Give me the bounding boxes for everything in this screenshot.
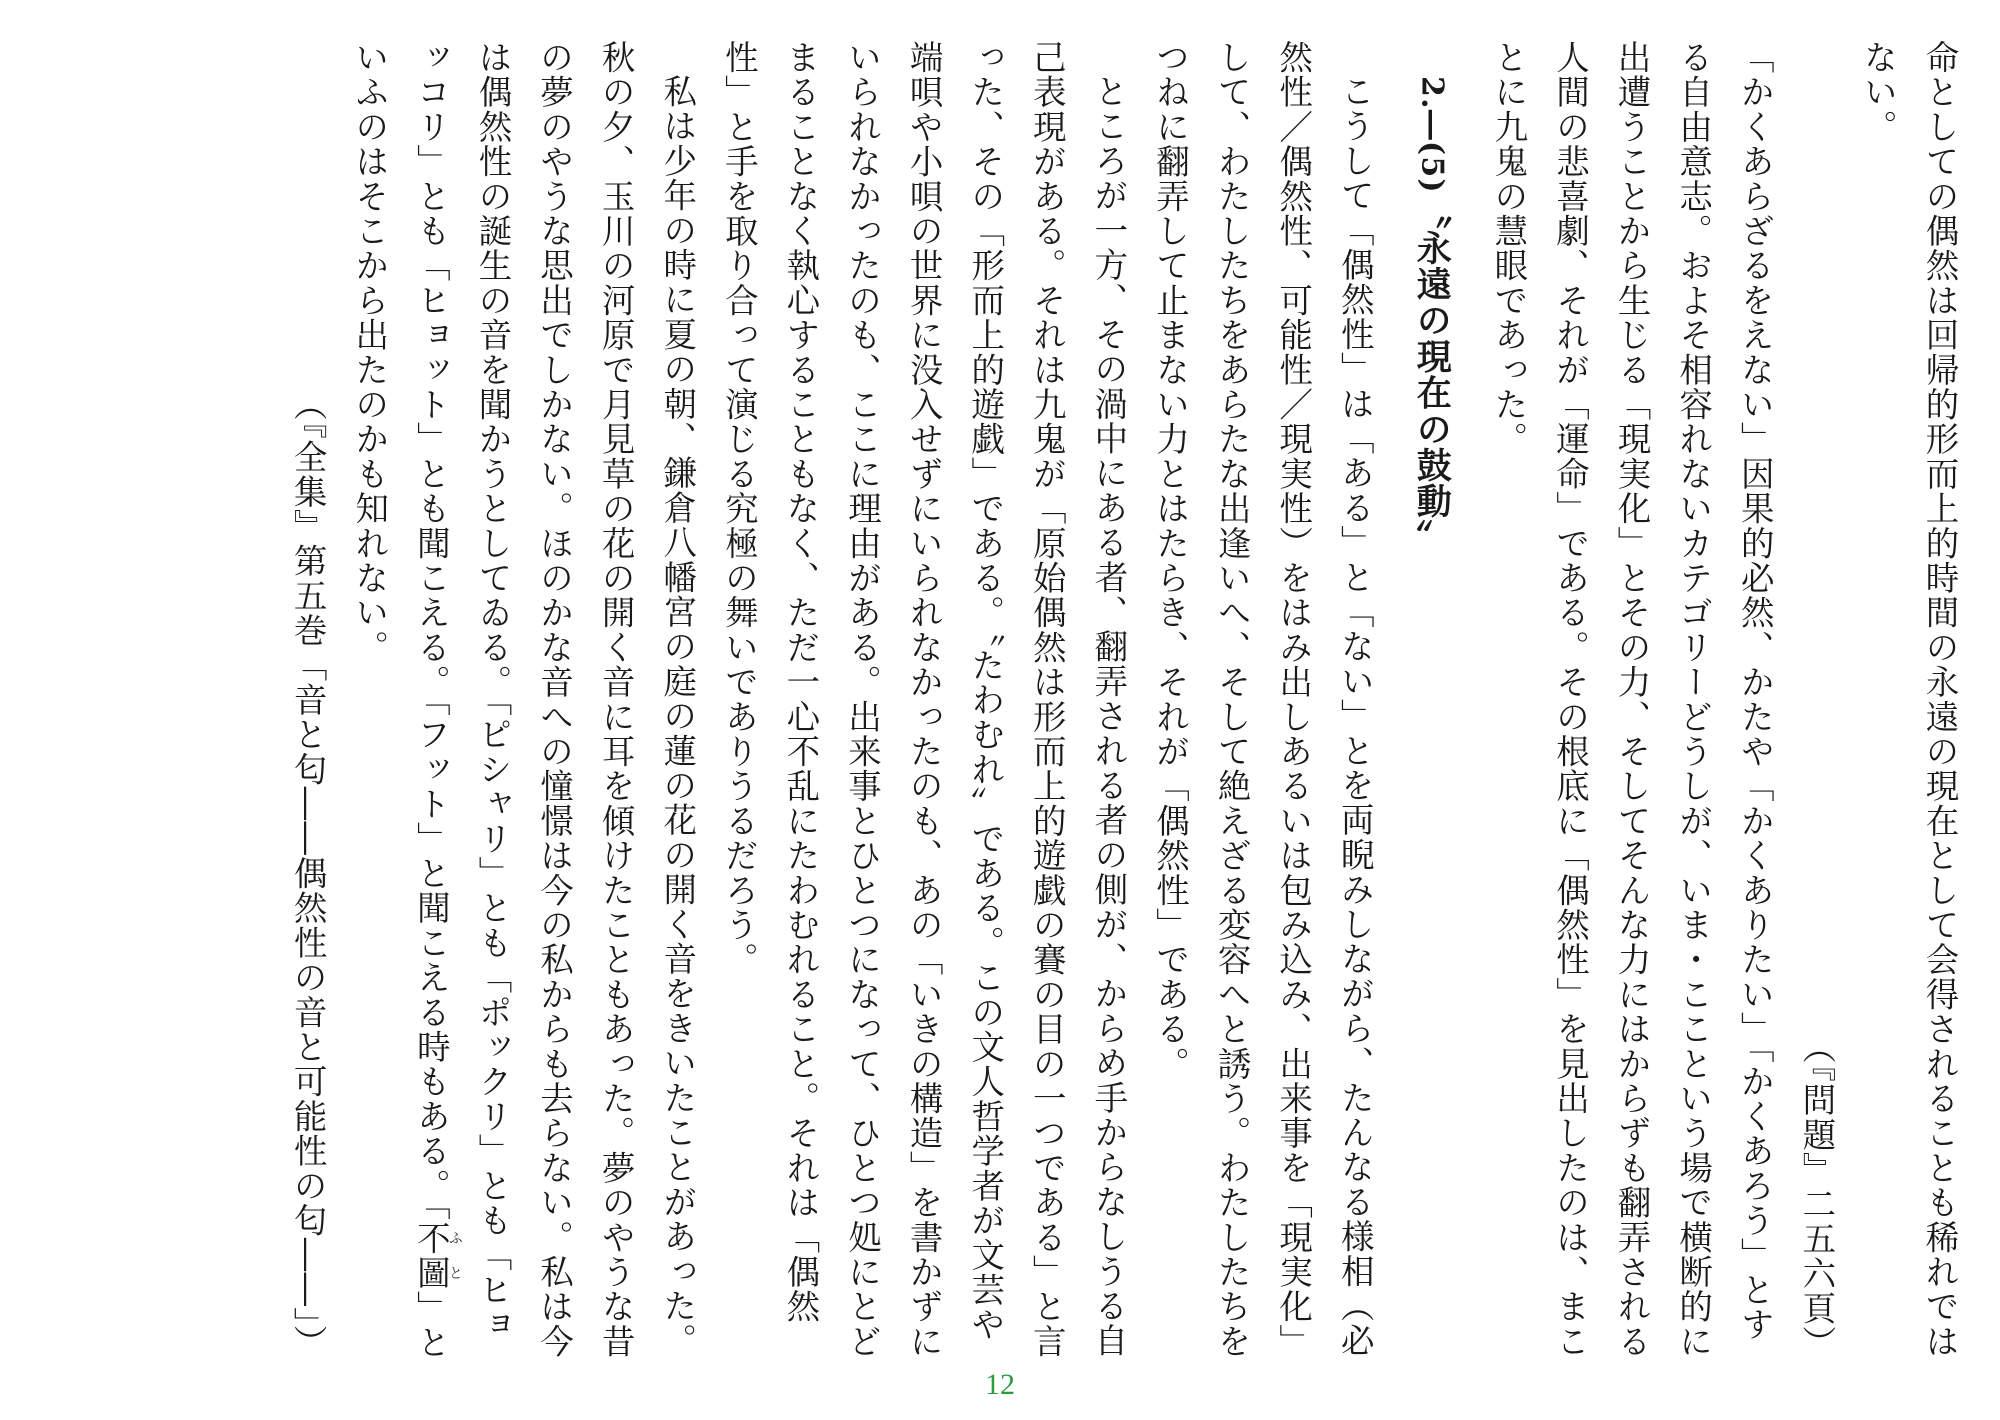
section-heading [1385, 40, 1477, 1360]
ruby-base: 不圖 [411, 1221, 451, 1291]
quote-paragraph-continuation: 命としての偶然は回帰的形而上的時間の永遠の現在として会得されることも稀れではない。 [1858, 40, 1959, 1359]
citation-collected-works: （『全集』第五巻「音と匂――偶然性の音と可能性の匂――」） [288, 387, 328, 1360]
quote-text-part2: 」といふのはそこから出たのかも知れない。 [349, 40, 451, 1360]
quote-paragraph-sound [338, 40, 708, 1360]
paragraph-contingency: こうして「偶然性」は「ある」と「ない」とを両睨みしながら、たんなる様相（必然性／偶然性、可能性／現実性）をはみ出しあるいは包み込み、出来事を「現実化」して、わたしたちをあらたな出逢いへ、そして絶えざる変容へと誘う。わたしたちをつねに翻弄して止まない力とはたらき、それが「偶然性」である。 [1150, 40, 1375, 1359]
page-number: 12 [985, 1368, 1015, 1401]
ruby-reading: ふと [446, 1221, 463, 1291]
vertical-text-block [277, 40, 1970, 1360]
ruby-futo [411, 1221, 463, 1291]
section-title: 〝永遠の現在の鼓動〟 [1411, 193, 1453, 556]
quote-text-part1: 私は少年の時に夏の朝、鎌倉八幡宮の庭の蓮の花の開く音をきいたことがあった。秋の夕、玉川の河原で月見草の花の開く音に耳を傾けたこともあった。夢のやうな昔の夢のやうな思出でしかない。ほのかな音への憧憬は今の私からも去らない。私は今は偶然性の誕生の音を聞かうとしてゐる。「ピシャリ」とも「ポックリ」とも「ヒョッコリ」とも「ヒョット」とも聞こえる。「フット」と聞こえる時もある。「 [411, 40, 697, 1359]
section-number: 2.―(5) [1414, 76, 1450, 194]
paragraph-play: ところが一方、その渦中にある者、翻弄される者の側が、からめ手からなしうる自己表現がある。それは九鬼が「原始偶然は形而上的遊戯の賽の目の一つである」と言った、その「形而上的遊戯」である。〝たわむれ〟である。この文人哲学者が文芸や端唄や小唄の世界に没入せずにいられなかったのも、あの「いきの構造」を書かずにいられなかったのも、ここに理由がある。出来事とひとつになって、ひとつ処にとどまることなく執心することもなく、ただ一心不乱にたわむれること。それは「偶然性」と手を取り合って演じる究極の舞いでありうるだろう。 [719, 40, 1128, 1359]
citation-problem: （『問題』二五六頁） [1796, 1029, 1836, 1360]
paragraph-fate: 「かくあらざるをえない」因果的必然、かたや「かくありたい」「かくあろう」とする自由意志。およそ相容れないカテゴリーどうしが、いま・ここという場で横断的に出遭うことから生じる「現実化」とその力、そしてそんな力にはからずも翻弄される人間の悲喜劇、それが「運命」である。その根底に「偶然性」を見出したのは、まことに九鬼の慧眼であった。 [1488, 40, 1775, 1359]
